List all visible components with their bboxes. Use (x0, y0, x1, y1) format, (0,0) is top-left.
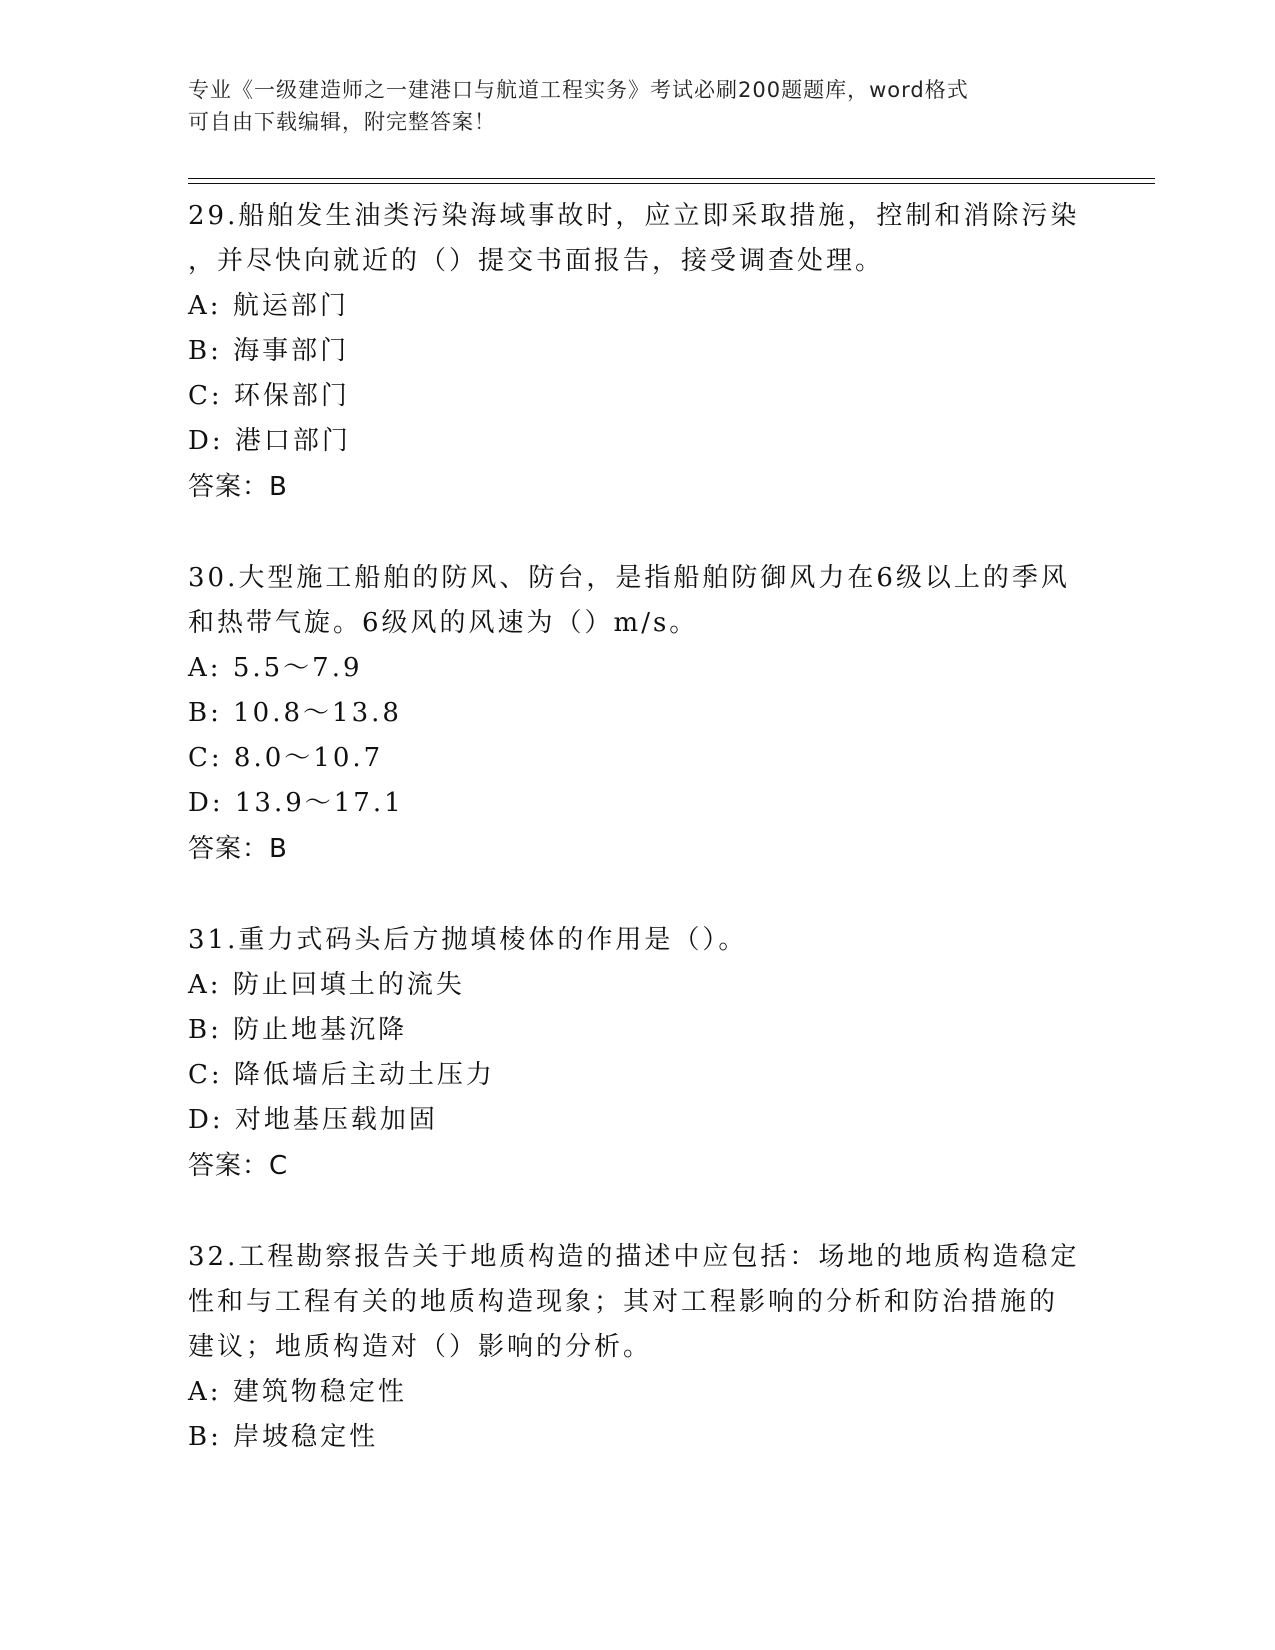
question-stem (188, 556, 1088, 646)
option-text: 岸坡稳定性 (233, 1422, 379, 1452)
stem-line: 31.重力式码头后方抛填棱体的作用是（）。 (188, 925, 748, 955)
option-d (188, 781, 1088, 826)
question-29 (188, 194, 1088, 510)
stem-line: 和热带气旋。6级风的风速为（）m/s。 (188, 608, 699, 638)
question-stem (188, 1235, 1088, 1370)
header-divider-top (188, 178, 1155, 179)
option-a (188, 646, 1088, 691)
header-line-2: 可自由下载编辑，附完整答案！ (188, 110, 496, 134)
option-text: 建筑物稳定性 (232, 1377, 407, 1407)
option-c (188, 736, 1088, 781)
option-key: B: (188, 336, 222, 366)
stem-line: 29.船舶发生油类污染海域事故时，应立即采取措施，控制和消除污染 (188, 201, 1080, 231)
option-key: B: (188, 698, 222, 728)
option-c (188, 1053, 1088, 1098)
option-key: A: (188, 970, 222, 1000)
answer-line: 答案：B (188, 472, 288, 502)
option-text: 防止地基沉降 (233, 1015, 408, 1045)
option-key: C: (188, 1060, 223, 1090)
option-a (188, 963, 1088, 1008)
answer-line: 答案：C (188, 1151, 289, 1181)
document-header (188, 74, 1068, 138)
stem-line: ，并尽快向就近的（）提交书面报告，接受调查处理。 (188, 246, 885, 276)
question-list (188, 194, 1088, 1506)
option-c (188, 374, 1088, 419)
stem-line: 建议；地质构造对（）影响的分析。 (188, 1332, 653, 1362)
question-32 (188, 1235, 1088, 1460)
option-d (188, 1098, 1088, 1143)
option-b (188, 691, 1088, 736)
option-a (188, 284, 1088, 329)
option-text: 港口部门 (234, 426, 351, 456)
option-text: 降低墙后主动土压力 (233, 1060, 495, 1090)
option-a (188, 1370, 1088, 1415)
option-text: 5.5～7.9 (232, 653, 363, 683)
option-b (188, 329, 1088, 374)
option-key: C: (188, 743, 223, 773)
option-d (188, 419, 1088, 464)
stem-line: 32.工程勘察报告关于地质构造的描述中应包括：场地的地质构造稳定 (188, 1242, 1080, 1272)
question-31 (188, 918, 1088, 1189)
option-text: 环保部门 (233, 381, 350, 411)
option-text: 海事部门 (233, 336, 350, 366)
option-key: A: (188, 1377, 222, 1407)
option-key: A: (188, 653, 222, 683)
option-text: 对地基压载加固 (234, 1105, 438, 1135)
option-key: B: (188, 1015, 222, 1045)
question-30 (188, 556, 1088, 872)
header-divider-bottom (188, 183, 1155, 184)
option-text: 8.0～10.7 (233, 743, 384, 773)
stem-line: 30.大型施工船舶的防风、防台，是指船舶防御风力在6级以上的季风 (188, 563, 1070, 593)
header-line-1: 专业《一级建造师之一建港口与航道工程实务》考试必刷200题题库，word格式 (188, 78, 969, 102)
stem-line: 性和与工程有关的地质构造现象；其对工程影响的分析和防治措施的 (188, 1287, 1059, 1317)
option-key: D: (188, 788, 224, 818)
option-text: 航运部门 (232, 291, 349, 321)
option-key: B: (188, 1422, 222, 1452)
option-text: 10.8～13.8 (233, 698, 402, 728)
option-key: D: (188, 426, 224, 456)
option-b (188, 1008, 1088, 1053)
question-stem (188, 194, 1088, 284)
question-stem (188, 918, 1088, 963)
option-b (188, 1415, 1088, 1460)
option-key: C: (188, 381, 223, 411)
answer-line: 答案：B (188, 834, 288, 864)
option-key: A: (188, 291, 222, 321)
option-key: D: (188, 1105, 224, 1135)
option-text: 13.9～17.1 (234, 788, 404, 818)
option-text: 防止回填土的流失 (232, 970, 465, 1000)
